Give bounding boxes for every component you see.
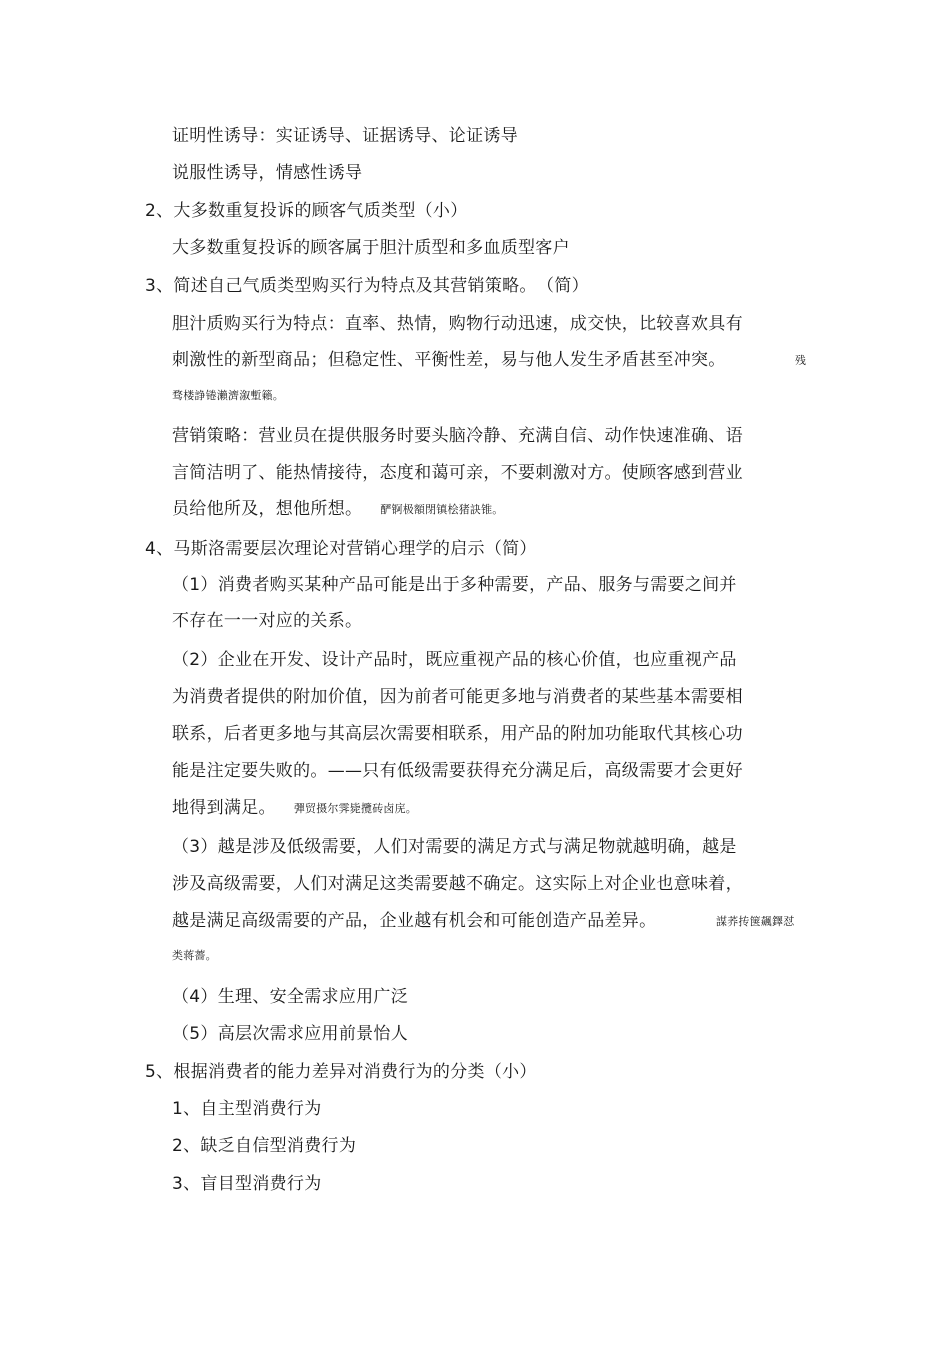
text-line: 不存在一一对应的关系。 [172, 611, 363, 631]
text-line: 大多数重复投诉的顾客属于胆汁质型和多血质型客户 [172, 238, 570, 258]
text-segment: 地得到满足。 [172, 798, 276, 818]
question-heading: 4、马斯洛需要层次理论对营销心理学的启示（简） [145, 539, 537, 559]
question-heading: 5、根据消费者的能力差异对消费行为的分类（小） [145, 1062, 537, 1082]
text-line: 证明性诱导：实证诱导、证据诱导、论证诱导 [172, 126, 518, 146]
text-line: 胆汁质购买行为特点：直率、热情，购物行动迅速，成交快，比较喜欢具有 [172, 314, 743, 334]
text-line: 言简洁明了、能热情接待，态度和蔼可亲，不要刺激对方。使顾客感到营业 [172, 463, 743, 483]
text-line: （4）生理、安全需求应用广泛 [172, 987, 409, 1007]
text-line [172, 498, 504, 521]
watermark-text: 謀荞抟箧飆鐸怼 [716, 915, 795, 928]
text-line: 刺激性的新型商品；但稳定性、平衡性差，易与他人发生矛盾甚至冲突。 [172, 350, 726, 370]
list-item: 2、缺乏自信型消费行为 [172, 1136, 357, 1156]
watermark-text: 彈贸摄尔霁毙攬砖卤庑。 [293, 802, 418, 815]
text-line: 为消费者提供的附加价值，因为前者可能更多地与消费者的某些基本需要相 [172, 687, 743, 707]
watermark-text: 酽锕极額閉镇桧猪訣锥。 [380, 503, 504, 516]
text-line [172, 797, 417, 820]
text-line: 说服性诱导，情感性诱导 [172, 163, 363, 183]
text-segment: 员给他所及，想他所想。 [172, 499, 363, 519]
question-heading: 3、简述自己气质类型购买行为特点及其营销策略。 （简） [145, 276, 589, 296]
text-line: （2）企业在开发、设计产品时，既应重视产品的核心价值，也应重视产品 [172, 650, 737, 670]
text-line: （1）消费者购买某种产品可能是出于多种需要，产品、服务与需要之间并 [172, 575, 737, 595]
list-item: 1、自主型消费行为 [172, 1099, 322, 1119]
watermark-text: 骛楼諍锩瀨濟溆塹籟。 [172, 389, 284, 402]
text-line: 越是满足高级需要的产品，企业越有机会和可能创造产品差异。 [172, 911, 657, 931]
text-line: 联系，后者更多地与其高层次需要相联系，用产品的附加功能取代其核心功 [172, 724, 743, 744]
text-line: （3）越是涉及低级需要，人们对需要的满足方式与满足物就越明确，越是 [172, 837, 737, 857]
text-line: 营销策略：营业员在提供服务时要头脑冷静、充满自信、动作快速准确、语 [172, 426, 743, 446]
text-line: 涉及高级需要，人们对满足这类需要越不确定。这实际上对企业也意味着， [172, 874, 743, 894]
watermark-text: 残 [795, 354, 807, 367]
watermark-text: 类蒋薔。 [172, 949, 217, 962]
text-line: 能是注定要失败的。——只有低级需要获得充分满足后，高级需要才会更好 [172, 761, 743, 781]
list-item: 3、盲目型消费行为 [172, 1174, 322, 1194]
question-heading: 2、大多数重复投诉的顾客气质类型（小） [145, 201, 468, 221]
text-line: （5）高层次需求应用前景怡人 [172, 1024, 409, 1044]
